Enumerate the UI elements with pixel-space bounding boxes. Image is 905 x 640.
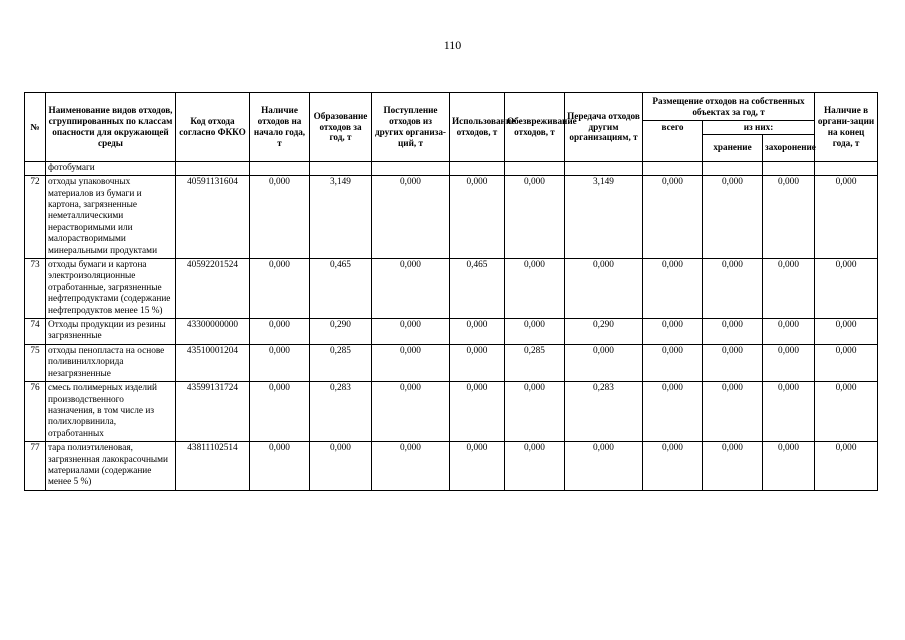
value-transferred: 0,000 <box>565 259 643 319</box>
table-row <box>25 442 878 491</box>
header-start: Наличие отходов на начало года, т <box>250 93 310 162</box>
value-used: 0,465 <box>450 259 505 319</box>
value-storage: 0,000 <box>703 382 763 442</box>
value-end: 0,000 <box>815 344 878 381</box>
value-formed: 0,000 <box>310 442 372 491</box>
header-of-which: из них: <box>703 121 815 135</box>
value-neutralized: 0,000 <box>505 176 565 259</box>
value-placement-total: 0,000 <box>643 344 703 381</box>
value-formed: 0,285 <box>310 344 372 381</box>
value-used: 0,000 <box>450 442 505 491</box>
value-neutralized: 0,000 <box>505 259 565 319</box>
waste-table <box>24 92 878 491</box>
header-neutralized: Обезвреживание отходов, т <box>505 93 565 162</box>
value-storage: 0,000 <box>703 344 763 381</box>
value-received: 0,000 <box>372 344 450 381</box>
fkko-code: 40591131604 <box>176 176 250 259</box>
value-received: 0,000 <box>372 319 450 345</box>
waste-name: смесь полимерных изделий производственного назначения, в том числе из полихлорвинила, отработанных <box>46 382 176 442</box>
page-number: 110 <box>443 38 462 52</box>
value-burial: 0,000 <box>763 259 815 319</box>
value-transferred: 0,000 <box>565 344 643 381</box>
value-received: 0,000 <box>372 442 450 491</box>
header-formed: Образование отходов за год, т <box>310 93 372 162</box>
value-start: 0,000 <box>250 382 310 442</box>
value-formed: 0,290 <box>310 319 372 345</box>
table-body <box>25 161 878 490</box>
waste-name: отходы пенопласта на основе поливинилхлорида незагрязненные <box>46 344 176 381</box>
value-burial: 0,000 <box>763 319 815 345</box>
row-number: 74 <box>25 319 46 345</box>
value-start: 0,000 <box>250 176 310 259</box>
header-received: Поступление отходов из других организа-ций, т <box>372 93 450 162</box>
header-burial: захоронение <box>763 134 815 161</box>
value-storage: 0,000 <box>703 176 763 259</box>
row-number: 77 <box>25 442 46 491</box>
header-placement: Размещение отходов на собственных объектах за год, т <box>643 93 815 121</box>
value-placement-total: 0,000 <box>643 259 703 319</box>
header-name: Наименование видов отходов, сгруппированных по классам опасности для окружающей среды <box>46 93 176 162</box>
value-transferred: 0,000 <box>565 442 643 491</box>
waste-name: отходы упаковочных материалов из бумаги и картона, загрязненные неметаллическими нерастворимыми или малорастворимыми минеральными продуктами <box>46 176 176 259</box>
value-burial: 0,000 <box>763 176 815 259</box>
value-burial: 0,000 <box>763 442 815 491</box>
continuation-row <box>25 161 878 175</box>
value-storage: 0,000 <box>703 442 763 491</box>
value-transferred: 0,283 <box>565 382 643 442</box>
fkko-code: 43300000000 <box>176 319 250 345</box>
waste-name: тара полиэтиленовая, загрязненная лакокрасочными материалами (содержание менее 5 %) <box>46 442 176 491</box>
value-end: 0,000 <box>815 259 878 319</box>
value-received: 0,000 <box>372 382 450 442</box>
value-start: 0,000 <box>250 344 310 381</box>
table-row <box>25 176 878 259</box>
value-storage: 0,000 <box>703 319 763 345</box>
value-end: 0,000 <box>815 319 878 345</box>
value-placement-total: 0,000 <box>643 382 703 442</box>
row-number: 72 <box>25 176 46 259</box>
header-code: Код отхода согласно ФККО <box>176 93 250 162</box>
value-burial: 0,000 <box>763 382 815 442</box>
value-formed: 0,465 <box>310 259 372 319</box>
fkko-code: 43510001204 <box>176 344 250 381</box>
value-start: 0,000 <box>250 442 310 491</box>
value-neutralized: 0,285 <box>505 344 565 381</box>
value-received: 0,000 <box>372 259 450 319</box>
value-placement-total: 0,000 <box>643 442 703 491</box>
value-used: 0,000 <box>450 382 505 442</box>
value-placement-total: 0,000 <box>643 319 703 345</box>
table-row <box>25 344 878 381</box>
fkko-code: 43599131724 <box>176 382 250 442</box>
fkko-code: 40592201524 <box>176 259 250 319</box>
header-total: всего <box>643 121 703 162</box>
value-neutralized: 0,000 <box>505 382 565 442</box>
continuation-text: фотобумаги <box>46 161 176 175</box>
value-placement-total: 0,000 <box>643 176 703 259</box>
header-end: Наличие в органи-зации на конец года, т <box>815 93 878 162</box>
table-row <box>25 382 878 442</box>
table-row <box>25 319 878 345</box>
value-transferred: 0,290 <box>565 319 643 345</box>
value-burial: 0,000 <box>763 344 815 381</box>
value-neutralized: 0,000 <box>505 319 565 345</box>
value-start: 0,000 <box>250 319 310 345</box>
row-number: 73 <box>25 259 46 319</box>
table-header <box>25 93 878 162</box>
value-end: 0,000 <box>815 442 878 491</box>
row-number: 75 <box>25 344 46 381</box>
value-used: 0,000 <box>450 319 505 345</box>
value-neutralized: 0,000 <box>505 442 565 491</box>
header-transferred: Передача отходов другим организациям, т <box>565 93 643 162</box>
waste-name: отходы бумаги и картона электроизоляционные отработанные, загрязненные нефтепродуктами (содержание нефтепродуктов менее 15 %) <box>46 259 176 319</box>
header-no: № <box>25 93 46 162</box>
value-used: 0,000 <box>450 176 505 259</box>
table-row <box>25 259 878 319</box>
value-formed: 0,283 <box>310 382 372 442</box>
header-used: Использование отходов, т <box>450 93 505 162</box>
value-start: 0,000 <box>250 259 310 319</box>
value-transferred: 3,149 <box>565 176 643 259</box>
value-used: 0,000 <box>450 344 505 381</box>
value-end: 0,000 <box>815 382 878 442</box>
value-received: 0,000 <box>372 176 450 259</box>
waste-name: Отходы продукции из резины загрязненные <box>46 319 176 345</box>
value-storage: 0,000 <box>703 259 763 319</box>
row-number: 76 <box>25 382 46 442</box>
header-storage: хранение <box>703 134 763 161</box>
value-end: 0,000 <box>815 176 878 259</box>
value-formed: 3,149 <box>310 176 372 259</box>
fkko-code: 43811102514 <box>176 442 250 491</box>
